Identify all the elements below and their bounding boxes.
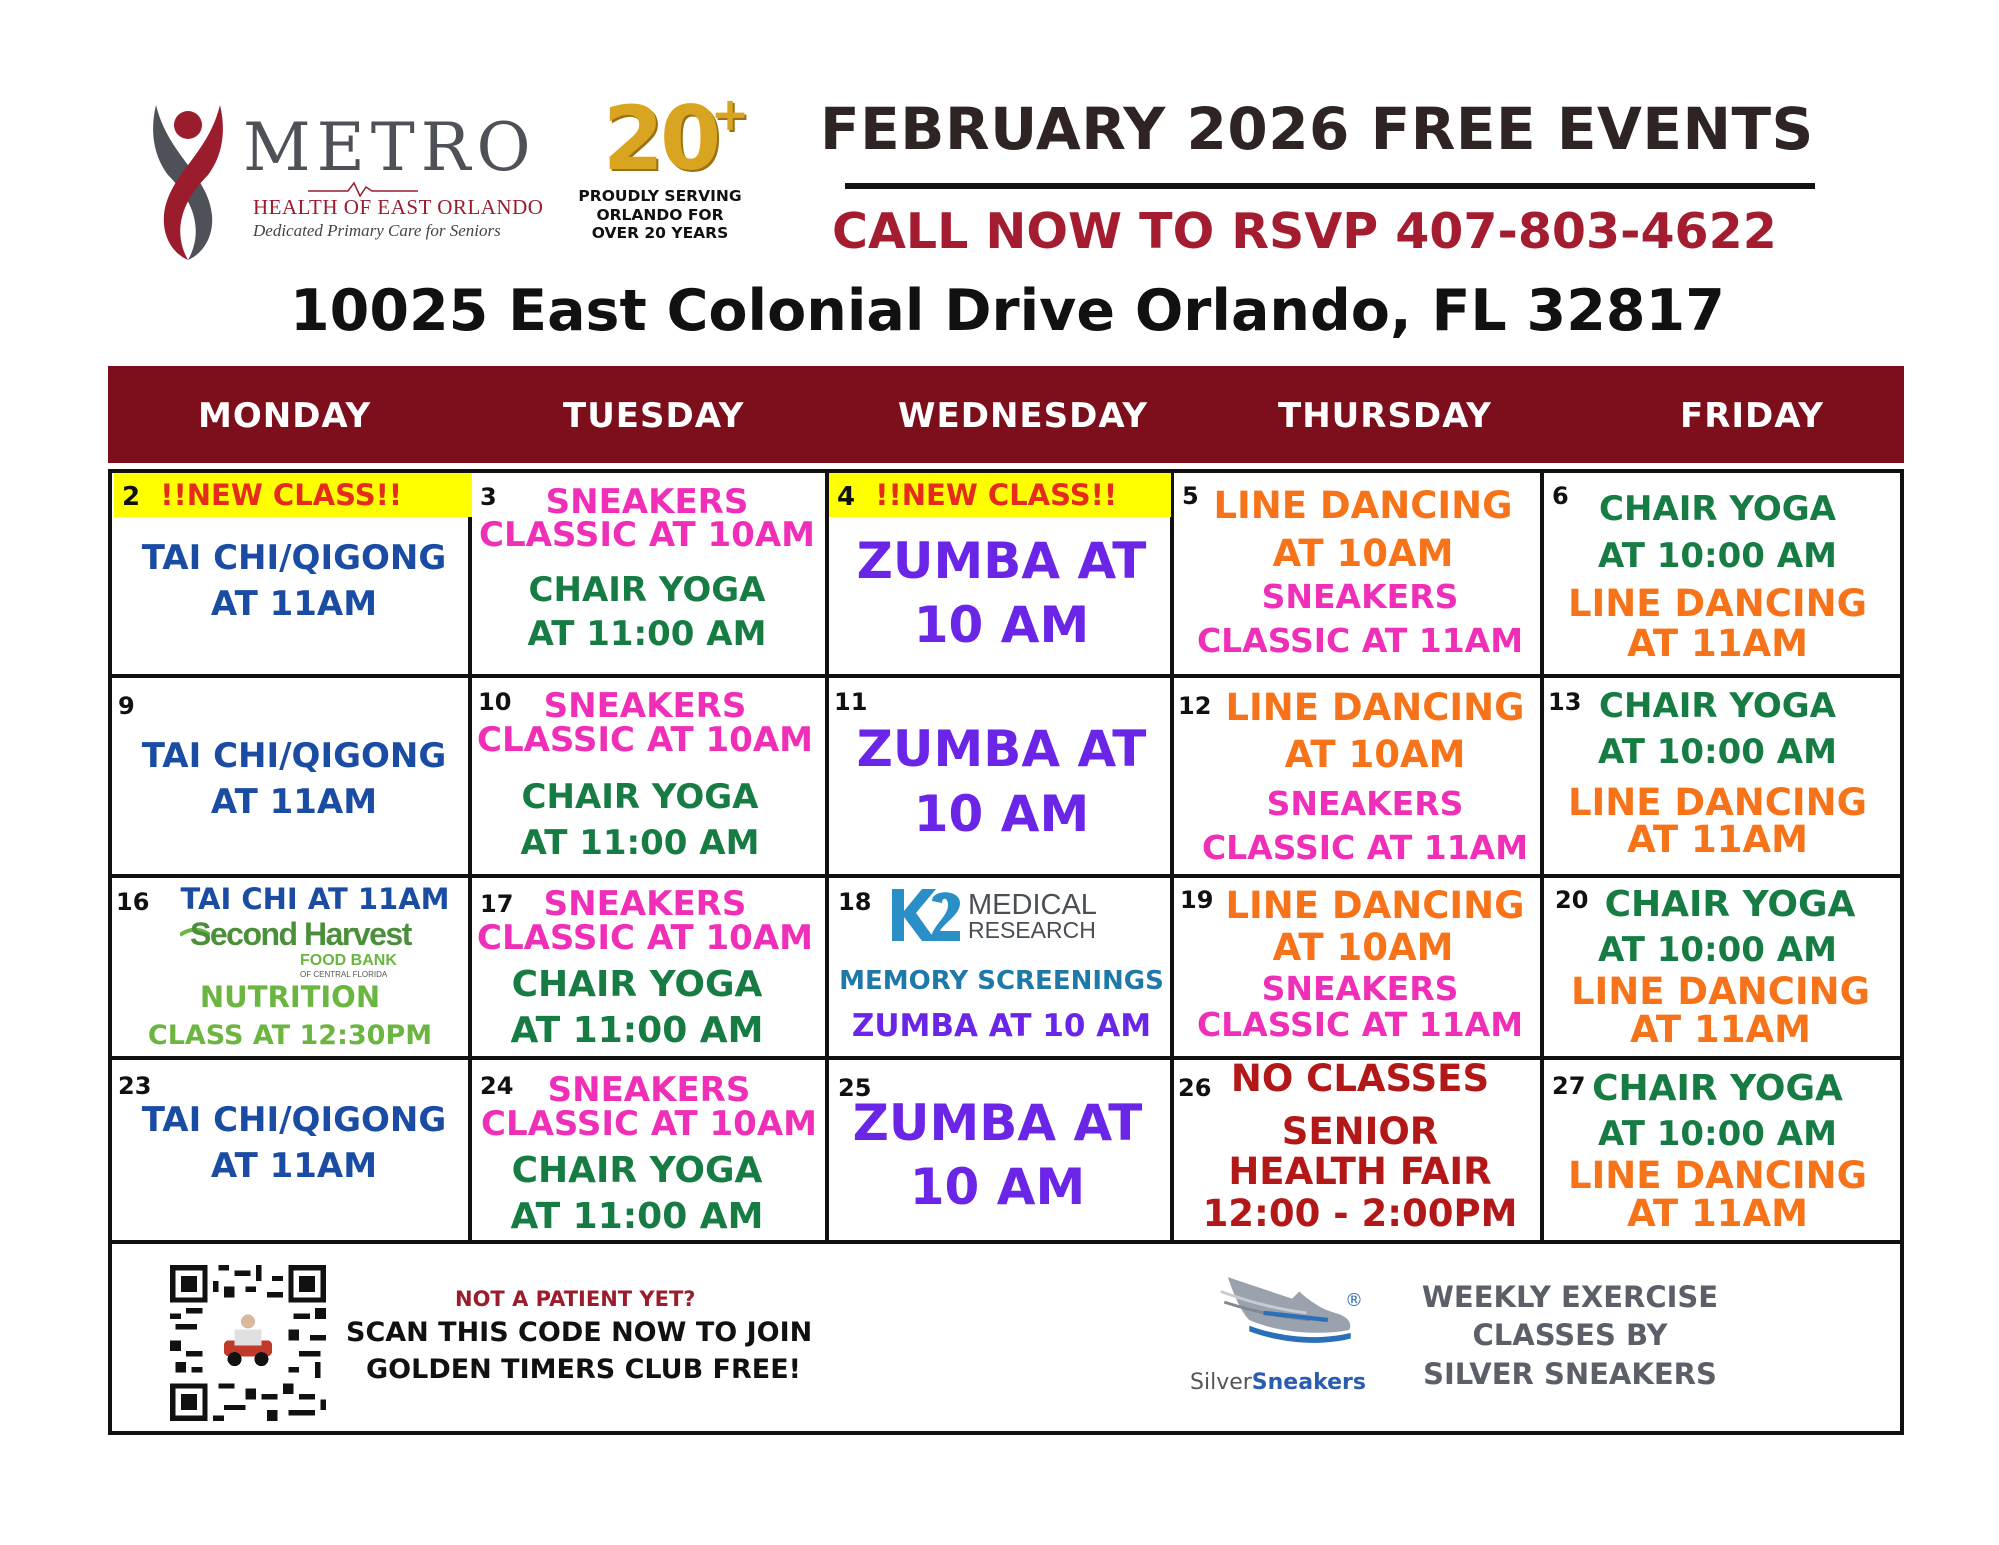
event-memory-screenings: MEMORY SCREENINGS (839, 966, 1164, 996)
grid-line (108, 1056, 1904, 1060)
event-line-dancing: LINE DANCING (1225, 686, 1525, 729)
event-time: AT 11:00 AM (527, 614, 767, 654)
event-time: 10 AM (909, 1158, 1086, 1216)
event-chair-yoga: CHAIR YOGA (511, 1150, 763, 1191)
event-time: CLASSIC AT 10AM (477, 720, 813, 760)
club-name: GOLDEN TIMERS CLUB FREE! (366, 1354, 801, 1385)
event-line-dancing: LINE DANCING (1570, 970, 1871, 1013)
ribbon-figure-icon (148, 95, 228, 265)
event-time: AT 11:00 AM (510, 1010, 764, 1051)
event-time: AT 11AM (1627, 1192, 1808, 1235)
k2-medical-research-logo (888, 885, 1108, 949)
event-senior: SENIOR (1281, 1110, 1439, 1153)
date-number: 23 (118, 1072, 152, 1100)
event-sneakers: SNEAKERS (543, 686, 747, 726)
grid-line (108, 1240, 1904, 1244)
event-sneakers: SNEAKERS (545, 482, 749, 522)
date-number: 3 (480, 483, 497, 511)
date-number: 19 (1180, 886, 1214, 914)
rsvp-phone: CALL NOW TO RSVP 407-803-4622 (832, 203, 1777, 260)
event-line-dancing: LINE DANCING (1225, 884, 1525, 927)
event-line-dancing: LINE DANCING (1567, 1154, 1868, 1197)
qr-code-icon[interactable] (170, 1265, 326, 1421)
date-number: 16 (116, 888, 150, 916)
address: 10025 East Colonial Drive Orlando, FL 32817 (290, 278, 1725, 344)
grid-line (108, 674, 1904, 678)
registered-mark: ® (1345, 1290, 1363, 1311)
event-chair-yoga: CHAIR YOGA (528, 570, 766, 610)
scan-instruction: SCAN THIS CODE NOW TO JOIN (346, 1317, 813, 1348)
event-time: AT 10AM (1284, 733, 1466, 776)
event-sneakers: SNEAKERS (547, 1070, 751, 1110)
event-time: CLASSIC AT 10AM (477, 918, 813, 958)
day-friday: FRIDAY (1680, 396, 1824, 436)
event-chair-yoga: CHAIR YOGA (1599, 489, 1836, 529)
event-time: AT 10:00 AM (1598, 732, 1837, 772)
event-time: CLASS AT 12:30PM (147, 1020, 433, 1051)
date-number: 27 (1552, 1072, 1586, 1100)
date-number: 10 (478, 688, 512, 716)
event-zumba: ZUMBA AT (852, 1094, 1143, 1152)
date-number: 17 (480, 890, 514, 918)
badge-plus: + (710, 87, 746, 141)
event-nutrition: NUTRITION (199, 980, 381, 1014)
event-time: AT 11AM (1627, 622, 1808, 665)
event-chair-yoga: CHAIR YOGA (1604, 884, 1856, 925)
k2-medical-label: MEDICAL (968, 889, 1097, 921)
event-chair-yoga: CHAIR YOGA (521, 777, 759, 817)
grid-line (1900, 469, 1904, 1435)
event-time: AT 11AM (210, 782, 378, 822)
date-number: 12 (1178, 692, 1212, 720)
event-time: 10 AM (913, 596, 1090, 654)
event-zumba: ZUMBA AT (856, 720, 1147, 778)
event-time: AT 11AM (1627, 818, 1808, 861)
event-time: 12:00 - 2:00PM (1202, 1192, 1518, 1235)
date-number: 18 (838, 888, 872, 916)
event-health-fair: HEALTH FAIR (1228, 1150, 1492, 1193)
event-time: AT 11AM (1630, 1008, 1811, 1051)
second-harvest-name: Second Harvest (190, 916, 411, 952)
event-chair-yoga: CHAIR YOGA (511, 964, 763, 1005)
event-zumba: ZUMBA AT (856, 532, 1147, 590)
grid-line (108, 1431, 1904, 1435)
event-time: 10 AM (913, 785, 1090, 843)
day-monday: MONDAY (198, 396, 372, 436)
event-sneakers: SNEAKERS (1266, 784, 1464, 823)
event-taichi: TAI CHI/QIGONG (141, 1100, 447, 1140)
page-title: FEBRUARY 2026 FREE EVENTS (820, 95, 1814, 163)
event-chair-yoga: CHAIR YOGA (1599, 686, 1836, 726)
weekday-header (108, 366, 1904, 463)
day-thursday: THURSDAY (1278, 396, 1492, 436)
event-time: AT 10:00 AM (1598, 1114, 1837, 1154)
date-number: 5 (1182, 482, 1199, 510)
event-chair-yoga: CHAIR YOGA (1592, 1068, 1843, 1109)
badge-number: 20 + (602, 87, 746, 190)
day-tuesday: TUESDAY (563, 396, 745, 436)
event-line-dancing: LINE DANCING (1213, 484, 1513, 527)
date-number: 26 (1178, 1074, 1212, 1102)
k2-research-label: RESEARCH (968, 917, 1096, 943)
date-number: 9 (118, 692, 135, 720)
date-number: 25 (838, 1074, 872, 1102)
event-no-classes: NO CLASSES (1230, 1057, 1490, 1100)
event-time: AT 11AM (210, 1146, 378, 1186)
title-underline (845, 183, 1815, 189)
food-bank-region: OF CENTRAL FLORIDA (300, 970, 388, 979)
date-number: 13 (1548, 688, 1582, 716)
logo-subtitle: HEALTH OF EAST ORLANDO (253, 195, 544, 219)
logo-wordmark: METRO (243, 109, 537, 186)
date-number: 20 (1555, 886, 1589, 914)
not-patient-label: NOT A PATIENT YET? (455, 1287, 696, 1311)
event-sneakers: SNEAKERS (543, 884, 747, 924)
event-taichi: TAI CHI AT 11AM (180, 882, 450, 916)
event-time: AT 11:00 AM (520, 823, 760, 863)
years-badge (555, 87, 765, 255)
silver-sneakers-shoe-icon (1185, 1270, 1385, 1370)
event-time: CLASSIC AT 11AM (1196, 1005, 1524, 1044)
k2-monogram-icon (888, 885, 964, 945)
logo-tagline: Dedicated Primary Care for Seniors (253, 221, 501, 240)
date-number: 24 (480, 1072, 514, 1100)
event-line-dancing: LINE DANCING (1567, 582, 1868, 625)
event-time: AT 10:00 AM (1598, 536, 1837, 576)
metro-health-logo (148, 95, 548, 265)
new-class-banner: 4 !!NEW CLASS!! (829, 473, 1171, 517)
event-sneakers: SNEAKERS (1261, 969, 1459, 1008)
event-taichi: TAI CHI/QIGONG (141, 538, 447, 578)
event-taichi: TAI CHI/QIGONG (141, 736, 447, 776)
food-bank-label: FOOD BANK (300, 952, 397, 969)
event-time: CLASSIC AT 10AM (481, 1104, 817, 1144)
event-time: AT 10AM (1272, 532, 1454, 575)
event-time: CLASSIC AT 11AM (1201, 828, 1529, 867)
day-wednesday: WEDNESDAY (898, 396, 1149, 436)
event-zumba: ZUMBA AT 10 AM (851, 1008, 1152, 1044)
event-time: AT 11:00 AM (510, 1196, 764, 1237)
badge-text: PROUDLY SERVING ORLANDO FOR OVER 20 YEARS (578, 187, 742, 243)
event-time: AT 11AM (210, 584, 378, 624)
date-number: 6 (1552, 482, 1569, 510)
event-time: AT 10:00 AM (1598, 930, 1837, 970)
grid-line (108, 469, 112, 1435)
grid-line (108, 874, 1904, 878)
event-line-dancing: LINE DANCING (1567, 781, 1868, 824)
new-class-banner: 2 !!NEW CLASS!! (114, 473, 472, 517)
silver-sneakers-wordmark: SilverSneakers (1190, 1370, 1366, 1395)
event-time: CLASSIC AT 11AM (1196, 621, 1524, 660)
event-sneakers: SNEAKERS (1261, 577, 1459, 616)
weekly-exercise-text: WEEKLY EXERCISE CLASSES BY SILVER SNEAKERS (1421, 1280, 1719, 1391)
event-time: AT 10AM (1272, 926, 1454, 969)
event-time: CLASSIC AT 10AM (479, 515, 815, 555)
date-number: 11 (834, 688, 868, 716)
second-harvest-logo (180, 918, 420, 982)
